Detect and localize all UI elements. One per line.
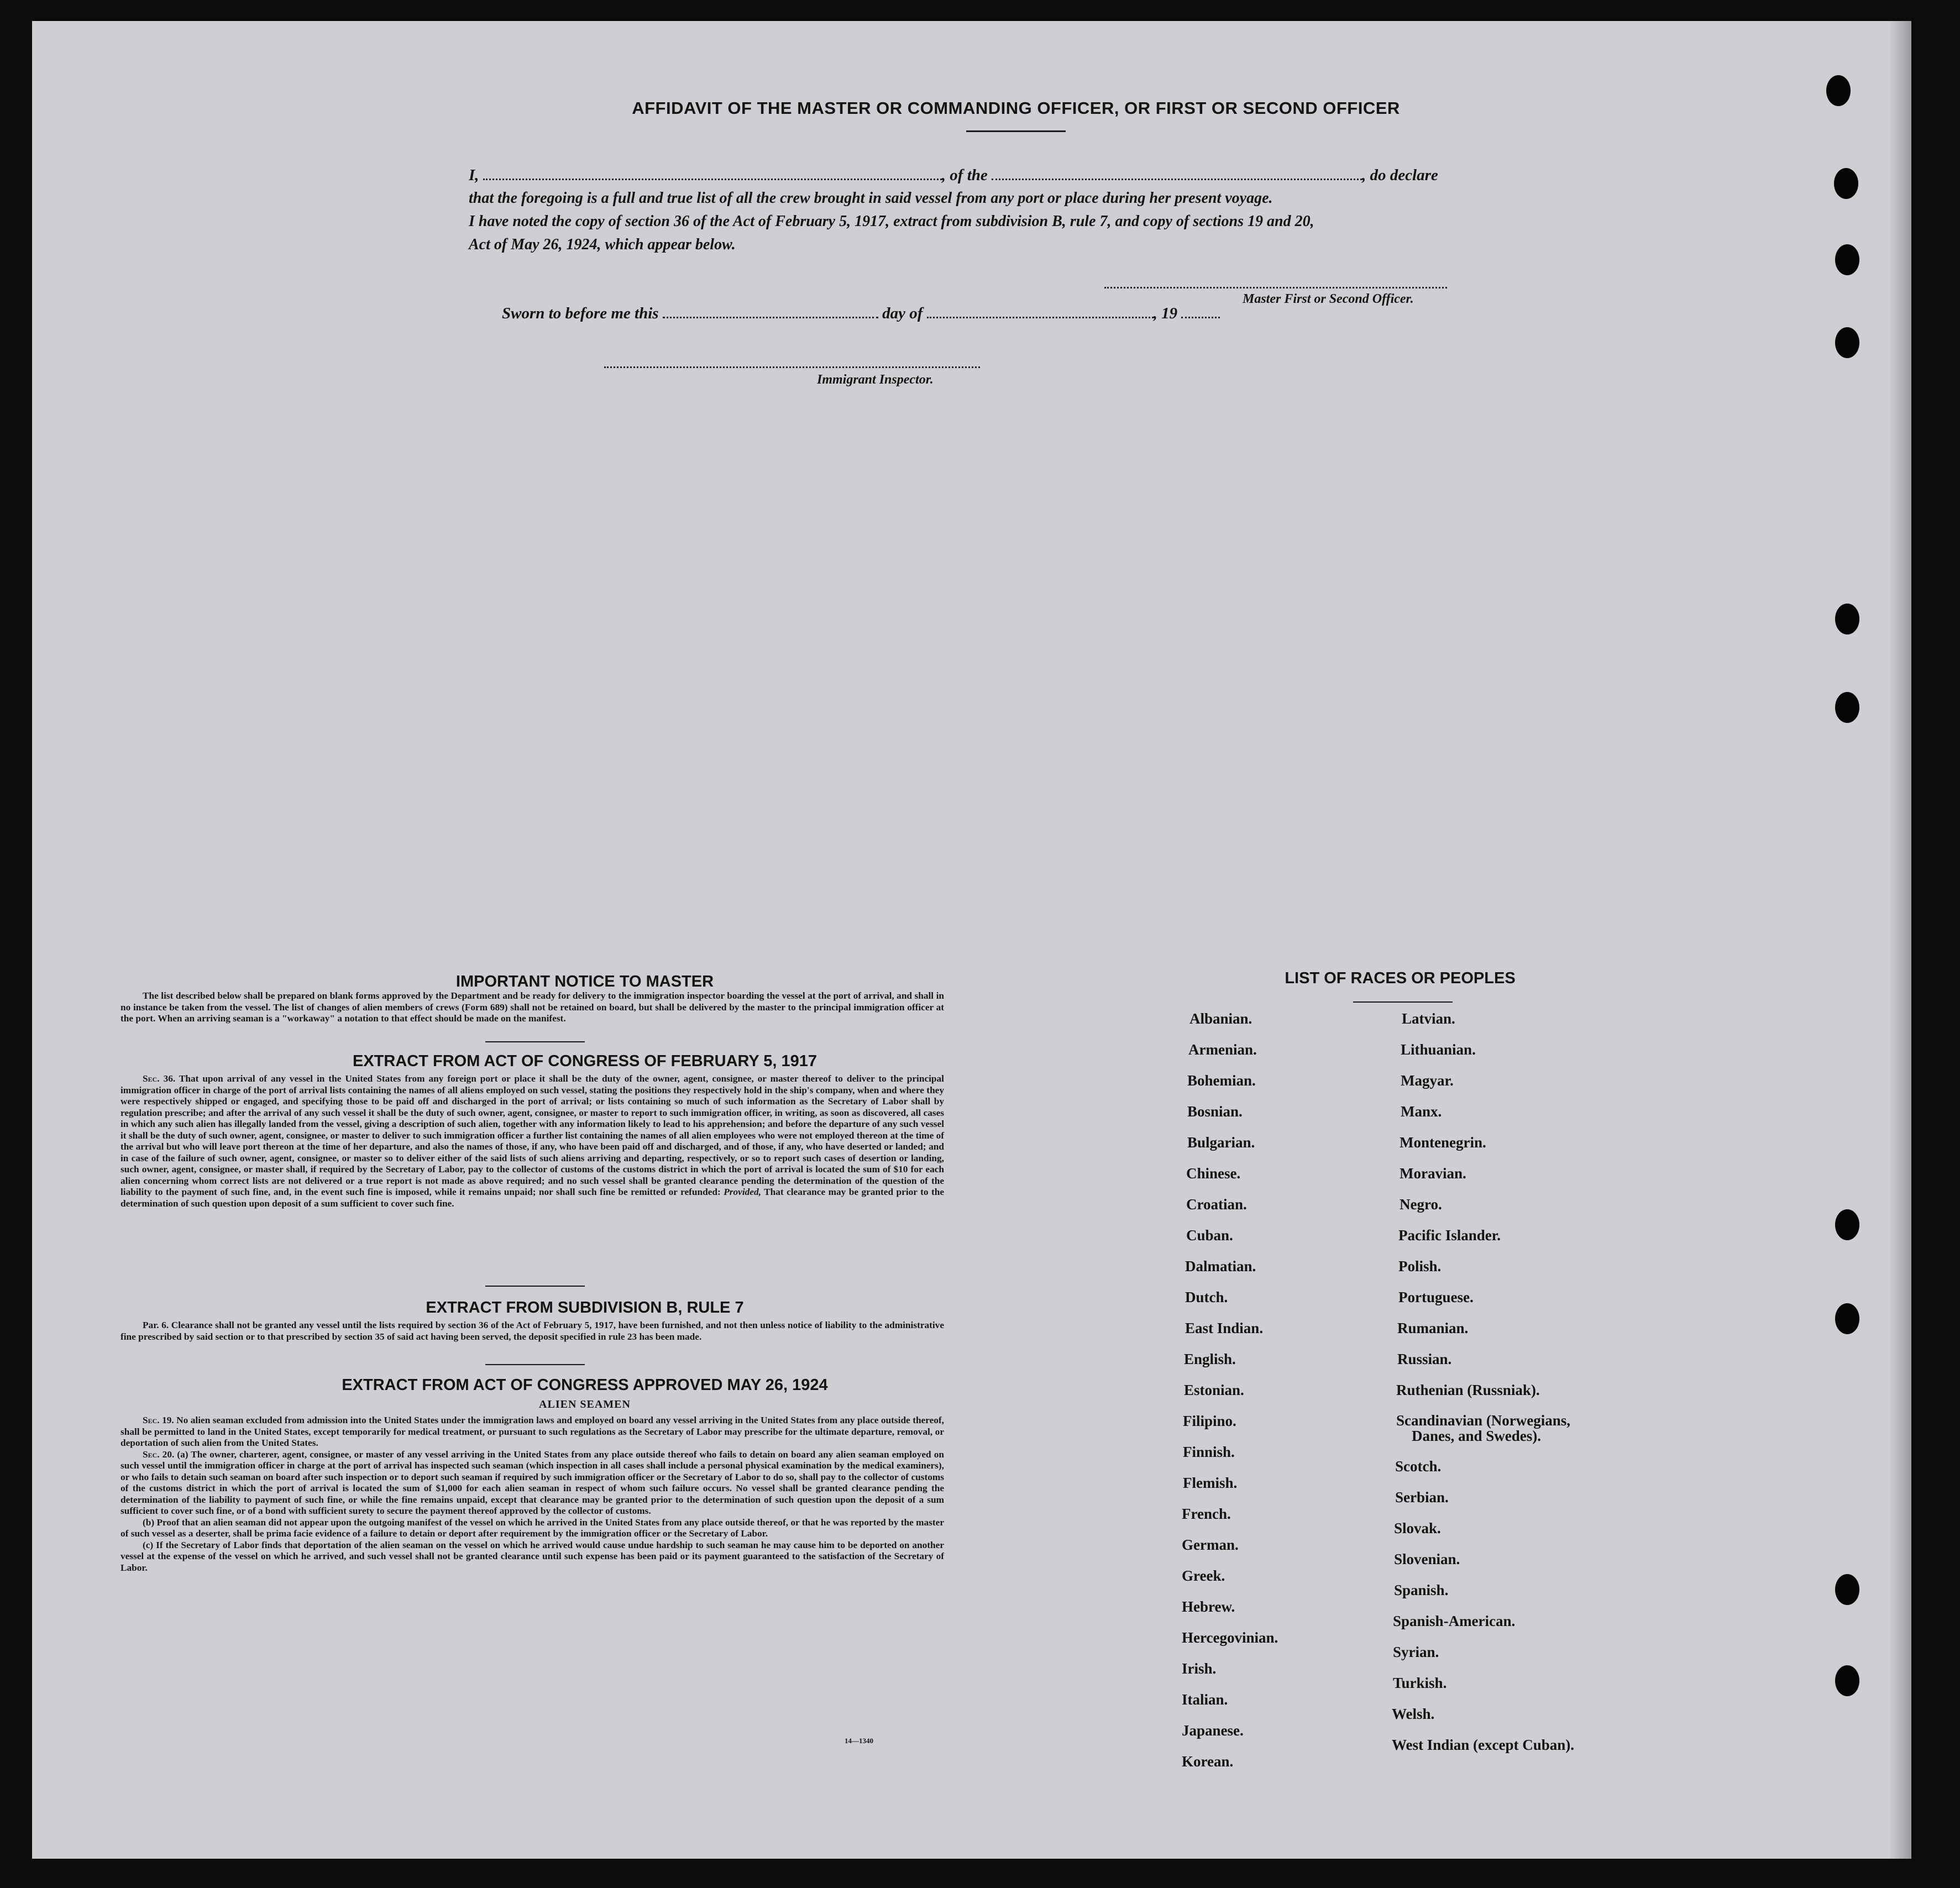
affidavit-line-3: I have noted the copy of section 36 of the Act of February 5, 1917, extract from subdivision B, rule 7, and copy of sections 19 and 20, xyxy=(469,213,1314,230)
section-20c-paragraph: (c) If the Secretary of Labor finds that deportation of the alien seaman on the vessel on which he arrived would cause undue hardship to such seaman he may cause him to be deported on another vessel at the expense of the vessel on which he arrived, and such vessel shall not be granted clearance until such expense has been paid or its payment guaranteed to the satisfaction of the Secretary of Labor. xyxy=(120,1539,944,1573)
section-19-label: Sec. 19. xyxy=(143,1415,174,1425)
extract-1924-text xyxy=(120,1415,944,1574)
extract-1917-text xyxy=(120,1073,944,1209)
binder-hole xyxy=(1835,244,1859,275)
races-right-column xyxy=(1392,1010,1574,1768)
master-signature-line[interactable] xyxy=(1104,285,1447,289)
race-item: West Indian (except Cuban). xyxy=(1392,1737,1575,1753)
race-item: Lithuanian. xyxy=(1401,1041,1476,1058)
notice-text xyxy=(120,990,944,1025)
race-item: Scotch. xyxy=(1395,1458,1442,1475)
extract-1924-title: EXTRACT FROM ACT OF CONGRESS APPROVED MAY 26, 1924 xyxy=(342,1376,828,1394)
race-item: Portuguese. xyxy=(1398,1289,1474,1305)
race-item-line-2: Danes, and Swedes). xyxy=(1412,1428,1542,1444)
race-item: Filipino. xyxy=(1183,1413,1236,1429)
notice-title: IMPORTANT NOTICE TO MASTER xyxy=(455,973,714,990)
race-item-scandinavian xyxy=(1392,1413,1574,1458)
binder-hole xyxy=(1835,327,1859,358)
inspector-signature-line[interactable] xyxy=(604,365,980,368)
race-item: Welsh. xyxy=(1392,1706,1435,1722)
name-field[interactable] xyxy=(483,165,942,180)
race-item: Polish. xyxy=(1398,1258,1442,1275)
race-item: Russian. xyxy=(1397,1351,1452,1367)
master-signature-label: Master First or Second Officer. xyxy=(1243,292,1414,306)
race-item: Bulgarian. xyxy=(1187,1134,1255,1151)
section-20-label: Sec. 20. xyxy=(143,1449,175,1460)
binder-hole xyxy=(1835,1303,1859,1334)
race-item: Estonian. xyxy=(1184,1382,1244,1398)
sworn-label: Sworn to before me this xyxy=(502,305,659,322)
race-item: East Indian. xyxy=(1185,1320,1264,1336)
section-19-text: No alien seaman excluded from admission into the United States under the immigration laws and employed on board any vessel arriving in the United States from any place outside thereof, shall be permitted to land in the United States, except temporarily for medical treatment, or pursuant to such regulations as the Secretary of Labor may prescribe for the ultimate departure, removal, or deportation of such alien from the United States. xyxy=(120,1415,944,1448)
race-item: Italian. xyxy=(1182,1691,1228,1708)
race-item: Irish. xyxy=(1182,1660,1217,1677)
affidavit-line-2: that the foregoing is a full and true list of all the crew brought in said vessel from any port or place during her present voyage. xyxy=(469,190,1273,207)
section-36-text: That upon arrival of any vessel in the United States from any foreign port or place it shall be the duty of the owner, agent, consignee, or master thereof to deliver to the principal immigration officer in charge of the port of arrival lists containing the names of all aliens employed on such vessel, stating the positions they respectively hold in the ship's company, when and where they were respectively shipped or engaged, and specifying those to be paid off and discharged in the port of arrival; or lists containing so much of such information as the Secretary of Labor shall by regulation prescribe; and after the arrival of any such vessel it shall be the duty of such owner, agent, consignee, or master to report to such immigration officer, in writing, as soon as discovered, all cases in which any such alien has illegally landed from the vessel, giving a description of such alien, together with any information likely to lead to his apprehension; and before the departure of any such vessel it shall be the duty of such owner, agent, consignee, or master to deliver to such immigration officer a further list containing the names of all alien employees who were not employed thereon at the time of the arrival but who will leave port thereon at the time of her departure, and also the names of those, if any, who have been paid off and discharged, and of those, if any, who have deserted or landed; and in case of the failure of such owner, agent, consignee, or master so to deliver either of the said lists of such aliens arriving and departing, respectively, or so to report such cases of desertion or landing, such owner, agent, consignee, or master shall, if required by the Secretary of Labor, pay to the collector of customs of the customs district in which the port of arrival is located the sum of $10 for each alien concerning whom correct lists are not delivered or a true report is not made as above required; and no such vessel shall be granted clearance pending the determination of the question of the liability to the payment of such fine, and, in the event such fine is imposed, while it remains unpaid; nor shall such fine be remitted or refunded: xyxy=(120,1073,944,1197)
race-item: Bosnian. xyxy=(1187,1103,1243,1120)
race-item: French. xyxy=(1182,1506,1231,1522)
section-20a-paragraph xyxy=(120,1449,944,1517)
race-item: Hebrew. xyxy=(1182,1598,1235,1615)
subdivision-rule xyxy=(485,1364,585,1365)
race-item: Ruthenian (Russniak). xyxy=(1396,1382,1540,1398)
binder-hole xyxy=(1835,1209,1859,1240)
race-item: Chinese. xyxy=(1186,1165,1241,1182)
race-item: Slovenian. xyxy=(1394,1551,1460,1567)
affidavit-line-4: Act of May 26, 1924, which appear below. xyxy=(469,236,736,253)
subdivision-text xyxy=(120,1320,944,1342)
race-item: Spanish-American. xyxy=(1393,1613,1516,1629)
race-item: Greek. xyxy=(1182,1567,1225,1584)
affidavit-of-the: , of the xyxy=(941,166,988,184)
race-item: Negro. xyxy=(1400,1196,1442,1213)
race-item: Hercegovinian. xyxy=(1182,1629,1278,1646)
affidavit-declare: , do declare xyxy=(1362,166,1438,184)
binder-hole xyxy=(1834,168,1858,199)
binder-hole xyxy=(1835,604,1859,634)
race-item: Finnish. xyxy=(1183,1444,1235,1460)
race-item: Croatian. xyxy=(1186,1196,1247,1213)
extract-1917-title: EXTRACT FROM ACT OF CONGRESS OF FEBRUARY 5, 1917 xyxy=(352,1052,817,1070)
day-of-label: day of xyxy=(882,305,923,322)
section-36-text-end: That clearance may be granted prior to the determination of such question upon deposit of a sum sufficient to cover such fine. xyxy=(120,1187,944,1209)
provided-word: Provided, xyxy=(724,1187,761,1197)
race-item: Latvian. xyxy=(1402,1010,1455,1027)
subdivision-title: EXTRACT FROM SUBDIVISION B, RULE 7 xyxy=(426,1299,744,1317)
race-item: Pacific Islander. xyxy=(1398,1227,1501,1244)
race-item: Dutch. xyxy=(1185,1289,1228,1305)
race-item: Bohemian. xyxy=(1187,1072,1256,1089)
sworn-day-field[interactable] xyxy=(663,303,878,318)
race-item-line-1: Scandinavian (Norwegians, xyxy=(1396,1412,1571,1429)
binder-hole xyxy=(1835,692,1859,723)
sworn-month-field[interactable] xyxy=(927,303,1154,318)
race-item: Korean. xyxy=(1182,1753,1234,1770)
race-item: Serbian. xyxy=(1395,1489,1449,1506)
section-19-paragraph xyxy=(120,1415,944,1449)
race-item: Turkish. xyxy=(1393,1675,1447,1691)
race-item: Syrian. xyxy=(1393,1644,1439,1660)
par-6-paragraph: Par. 6. Clearance shall not be granted any vessel until the lists required by section 36 of the Act of February 5, 1917, have been furnished, and not then unless notice of liability to the administrative fine prescribed by said section or to that prescribed by section 35 of said act having been served, the deposit specified in rule 23 has been made. xyxy=(120,1320,944,1342)
race-item: German. xyxy=(1182,1536,1239,1553)
race-item: Japanese. xyxy=(1182,1722,1244,1739)
race-item: Rumanian. xyxy=(1397,1320,1469,1336)
race-item: Montenegrin. xyxy=(1400,1134,1486,1151)
race-item: Magyar. xyxy=(1401,1072,1454,1089)
races-title: LIST OF RACES OR PEOPLES xyxy=(1285,969,1516,987)
alien-seamen-subtitle: ALIEN SEAMEN xyxy=(539,1398,631,1410)
manifest-page xyxy=(32,21,1911,1859)
race-item: Manx. xyxy=(1401,1103,1442,1120)
form-number: 14—1340 xyxy=(845,1737,873,1745)
race-item: Armenian. xyxy=(1188,1041,1257,1058)
page-edge-shadow xyxy=(1889,21,1911,1859)
section-36-label: Sec. 36. xyxy=(143,1073,176,1084)
race-item: Moravian. xyxy=(1400,1165,1466,1182)
notice-rule xyxy=(485,1041,585,1042)
race-item: English. xyxy=(1184,1351,1236,1367)
races-left-column xyxy=(1182,1010,1278,1784)
race-item: Cuban. xyxy=(1186,1227,1233,1244)
sworn-line xyxy=(502,302,1331,325)
race-item: Slovak. xyxy=(1394,1520,1441,1536)
race-item: Spanish. xyxy=(1394,1582,1449,1598)
vessel-field[interactable] xyxy=(992,165,1362,180)
sworn-year-field[interactable] xyxy=(1181,303,1220,318)
binder-hole xyxy=(1835,1665,1859,1696)
notice-paragraph: The list described below shall be prepared on blank forms approved by the Department and be ready for delivery to the immigration inspector boarding the vessel at the port of arrival, and shall in no instance be taken from the vessel. The list of changes of alien members of crews (Form 689) shall not be retained on board, but shall be delivered by the master to the principal immigration officer at the port. When an arriving seaman is a "workaway" a notation to that effect should be made on the manifest. xyxy=(120,990,944,1024)
section-36-paragraph xyxy=(120,1073,944,1209)
binder-hole xyxy=(1835,1574,1859,1605)
binder-hole xyxy=(1826,75,1851,106)
race-item: Albanian. xyxy=(1189,1010,1252,1027)
affidavit-title: AFFIDAVIT OF THE MASTER OR COMMANDING OFFICER, OR FIRST OR SECOND OFFICER xyxy=(632,98,1400,118)
race-item: Dalmatian. xyxy=(1185,1258,1256,1275)
affidavit-line-1 xyxy=(469,164,1558,187)
section-20b-paragraph: (b) Proof that an alien seaman did not appear upon the outgoing manifest of the vessel on which he arrived in the United States from any place outside thereof, or that he was reported by the master of such vessel as a deserter, shall be prima facie evidence of a failure to detain or deport after requirement by the immigration officer or the Secretary of Labor. xyxy=(120,1517,944,1539)
extract-1917-rule xyxy=(485,1286,585,1287)
race-item: Flemish. xyxy=(1183,1475,1238,1491)
races-rule xyxy=(1353,1001,1453,1003)
section-20a-text: (a) The owner, charterer, agent, consignee, or master of any vessel arriving in the United States from any place outside thereof who fails to detain on board any alien seaman employed on such vessel until the immigration officer in charge at the port of arrival has inspected such seaman (which inspection in all cases shall include a personal physical examination by the medical examiners), or who fails to detain such seaman on board after such inspection or to deport such seaman if required by such immigration officer or the Secretary of Labor to do so, shall pay to the collector of customs of the customs district in which the port of arrival is located the sum of $1,000 for each alien seaman in respect of whom such failure occurs. No vessel shall be granted clearance pending the determination of the liability to payment of such fine, or while the fine remains unpaid, except that clearance may be granted prior to the determination of such question upon the deposit of a sum sufficient to cover such fine, or of a bond with sufficient surety to secure the payment thereof approved by the collector of customs. xyxy=(120,1449,944,1516)
title-rule xyxy=(966,130,1066,132)
inspector-signature-label: Immigrant Inspector. xyxy=(817,373,934,387)
year-prefix: , 19 xyxy=(1153,305,1178,322)
affidavit-i: I, xyxy=(469,166,479,184)
